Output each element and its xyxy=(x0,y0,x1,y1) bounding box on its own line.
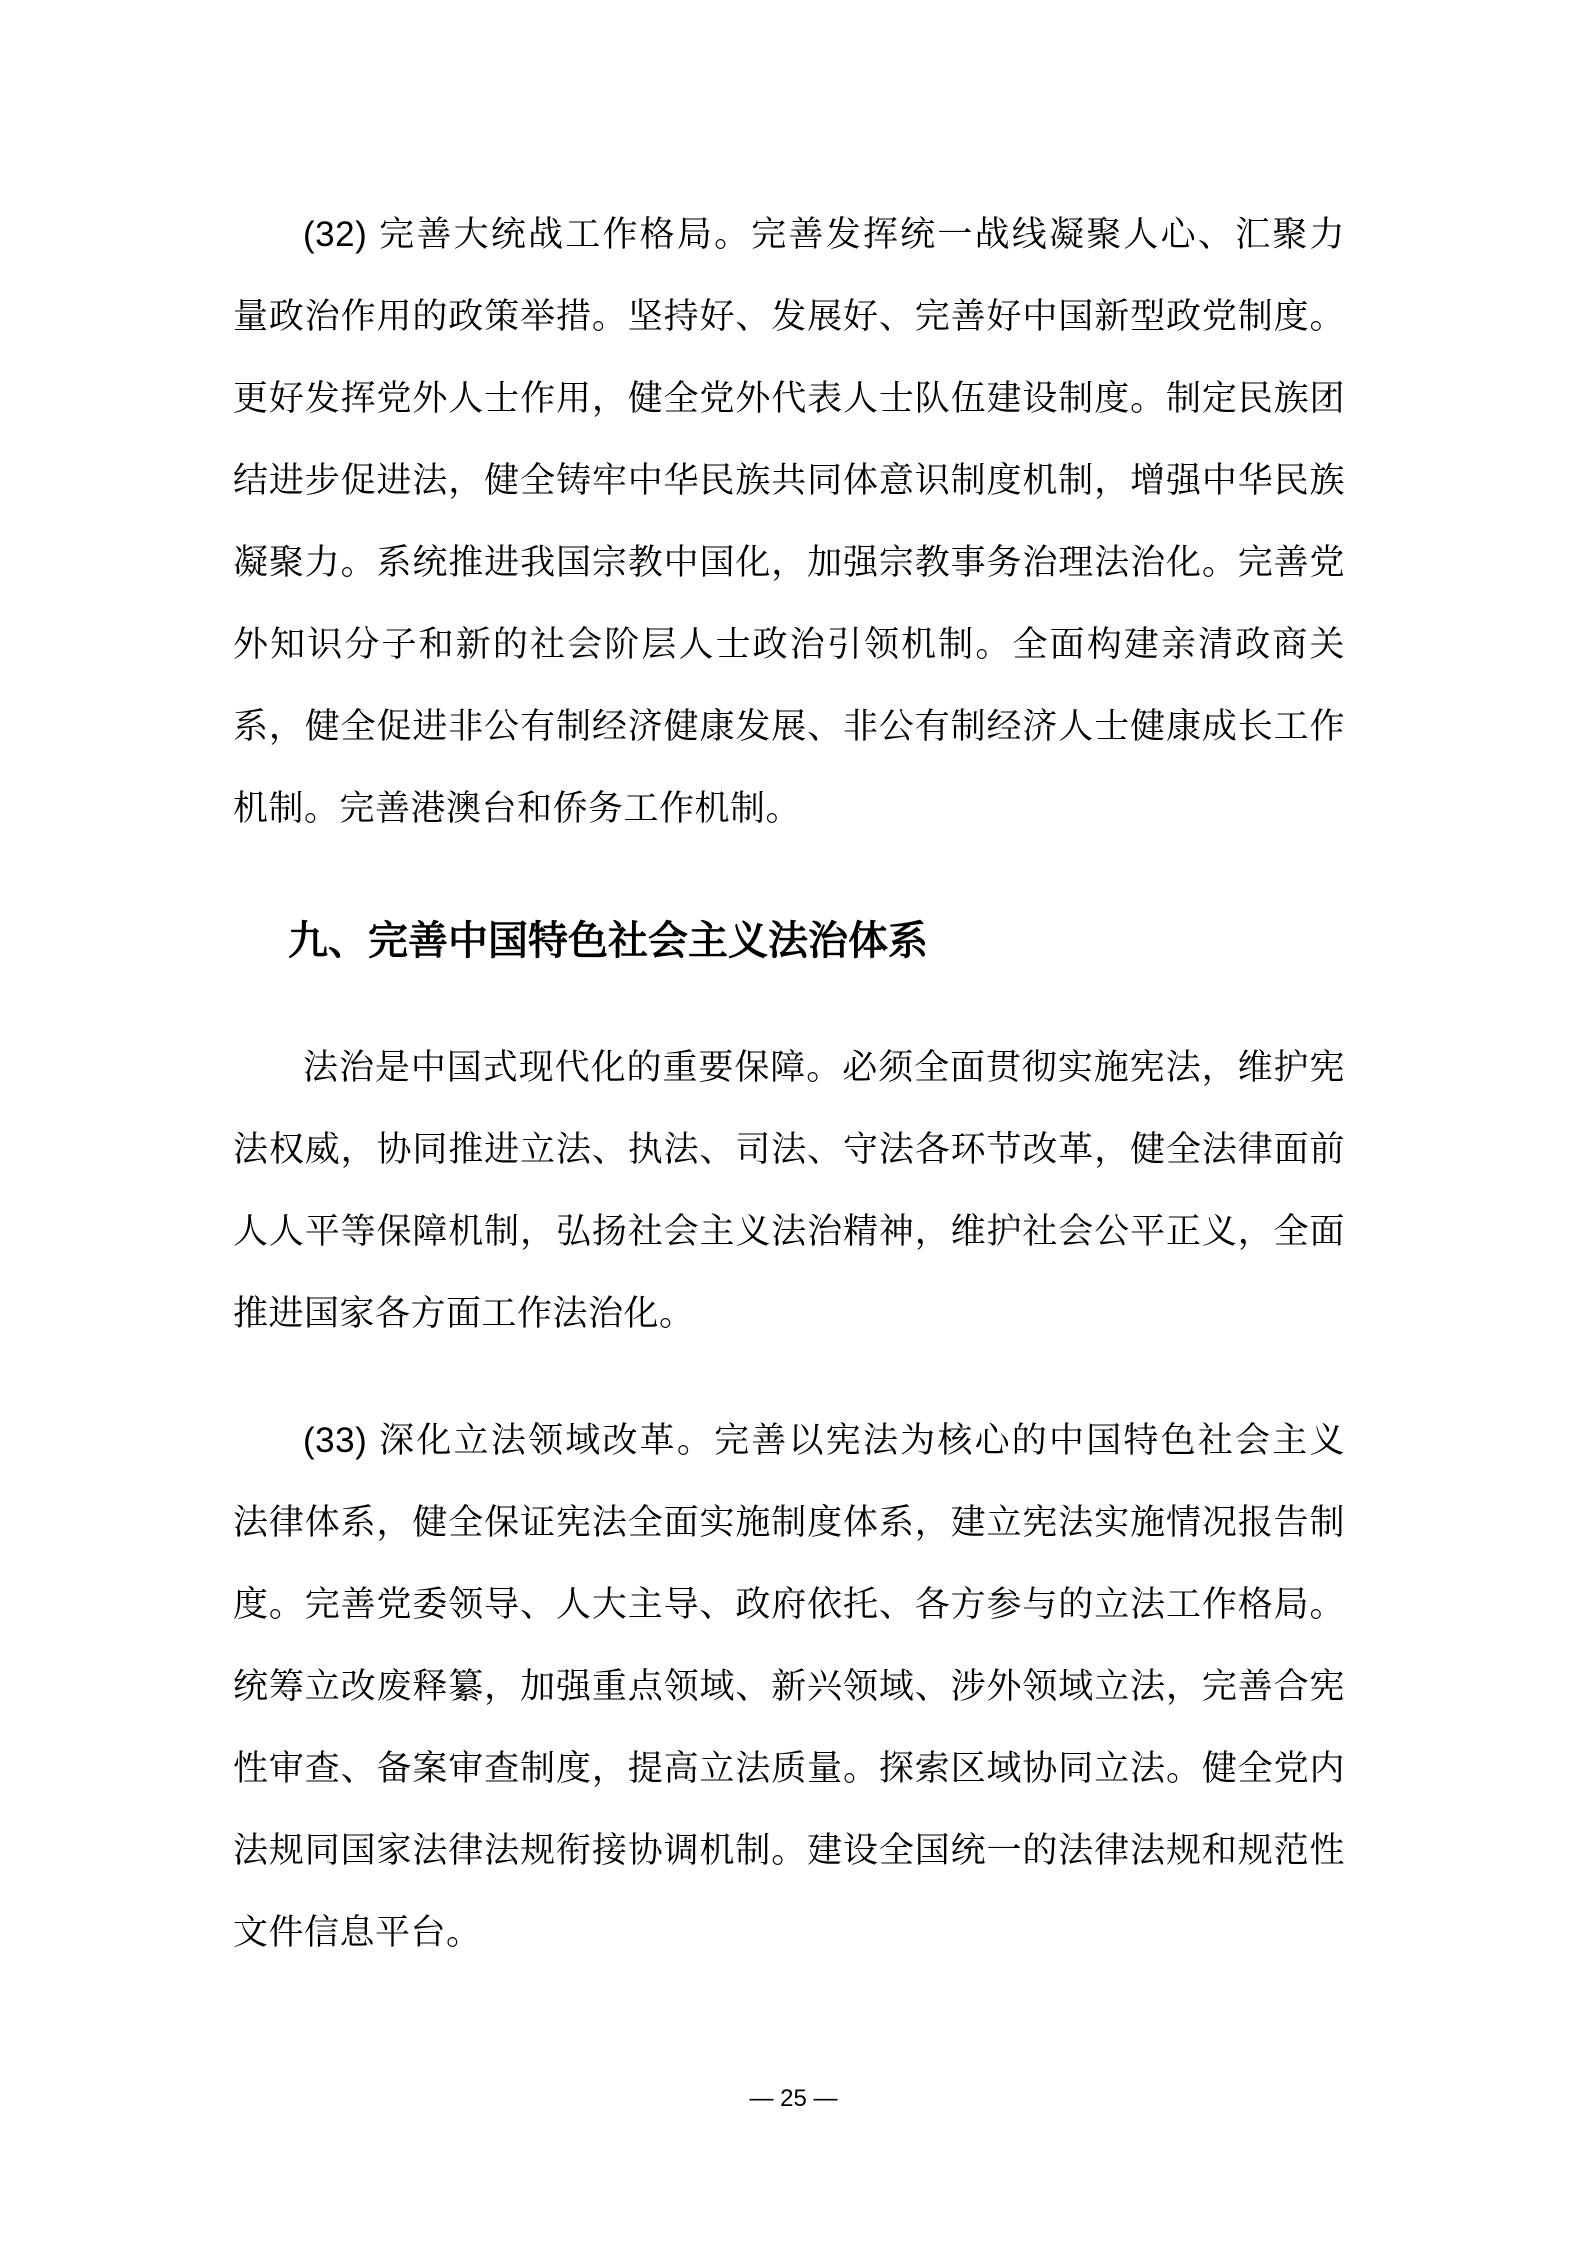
paragraph-line: 更好发挥党外人士作用，健全党外代表人士队伍建设制度。制定民族团 xyxy=(233,379,1345,418)
paragraph-line: (33) 深化立法领域改革。完善以宪法为核心的中国特色社会主义 xyxy=(303,1421,1345,1460)
paragraph-line: 统筹立改废释纂，加强重点领域、新兴领域、涉外领域立法，完善合宪 xyxy=(233,1667,1345,1706)
paragraph-line: 凝聚力。系统推进我国宗教中国化，加强宗教事务治理法治化。完善党 xyxy=(233,543,1345,582)
paragraph-line: 法权威，协同推进立法、执法、司法、守法各环节改革，健全法律面前 xyxy=(233,1130,1345,1169)
paragraph-line: 法规同国家法律法规衔接协调机制。建设全国统一的法律法规和规范性 xyxy=(233,1831,1345,1870)
paragraph-line: 法律体系，健全保证宪法全面实施制度体系，建立宪法实施情况报告制 xyxy=(233,1503,1345,1542)
paragraph-line: 量政治作用的政策举措。坚持好、发展好、完善好中国新型政党制度。 xyxy=(233,297,1345,336)
paragraph-line: (32) 完善大统战工作格局。完善发挥统一战线凝聚人心、汇聚力 xyxy=(303,215,1345,254)
paragraph-line: 结进步促进法，健全铸牢中华民族共同体意识制度机制，增强中华民族 xyxy=(233,461,1345,500)
paragraph-line: 人人平等保障机制，弘扬社会主义法治精神，维护社会公平正义，全面 xyxy=(233,1212,1345,1251)
page-footer xyxy=(0,2082,1587,2116)
paragraph-line: 性审查、备案审查制度，提高立法质量。探索区域协同立法。健全党内 xyxy=(233,1749,1345,1788)
paragraph-line: 推进国家各方面工作法治化。 xyxy=(233,1294,695,1333)
paragraph-33 xyxy=(233,1400,1345,1974)
paragraph-line: 法治是中国式现代化的重要保障。必须全面贯彻实施宪法，维护宪 xyxy=(303,1048,1345,1087)
paragraph-line: 系，健全促进非公有制经济健康发展、非公有制经济人士健康成长工作 xyxy=(233,707,1345,746)
page-number: — 25 — xyxy=(749,2085,838,2112)
paragraph-line: 文件信息平台。 xyxy=(233,1913,482,1952)
document-body xyxy=(233,194,1345,2019)
paragraph-32 xyxy=(233,194,1345,850)
paragraph-line: 度。完善党委领导、人大主导、政府依托、各方参与的立法工作格局。 xyxy=(233,1585,1345,1624)
paragraph-intro xyxy=(233,1027,1345,1355)
paragraph-line: 外知识分子和新的社会阶层人士政治引领机制。全面构建亲清政商关 xyxy=(233,625,1345,664)
paragraph-line: 机制。完善港澳台和侨务工作机制。 xyxy=(233,789,802,828)
section-heading: 九、完善中国特色社会主义法治体系 xyxy=(288,919,928,963)
